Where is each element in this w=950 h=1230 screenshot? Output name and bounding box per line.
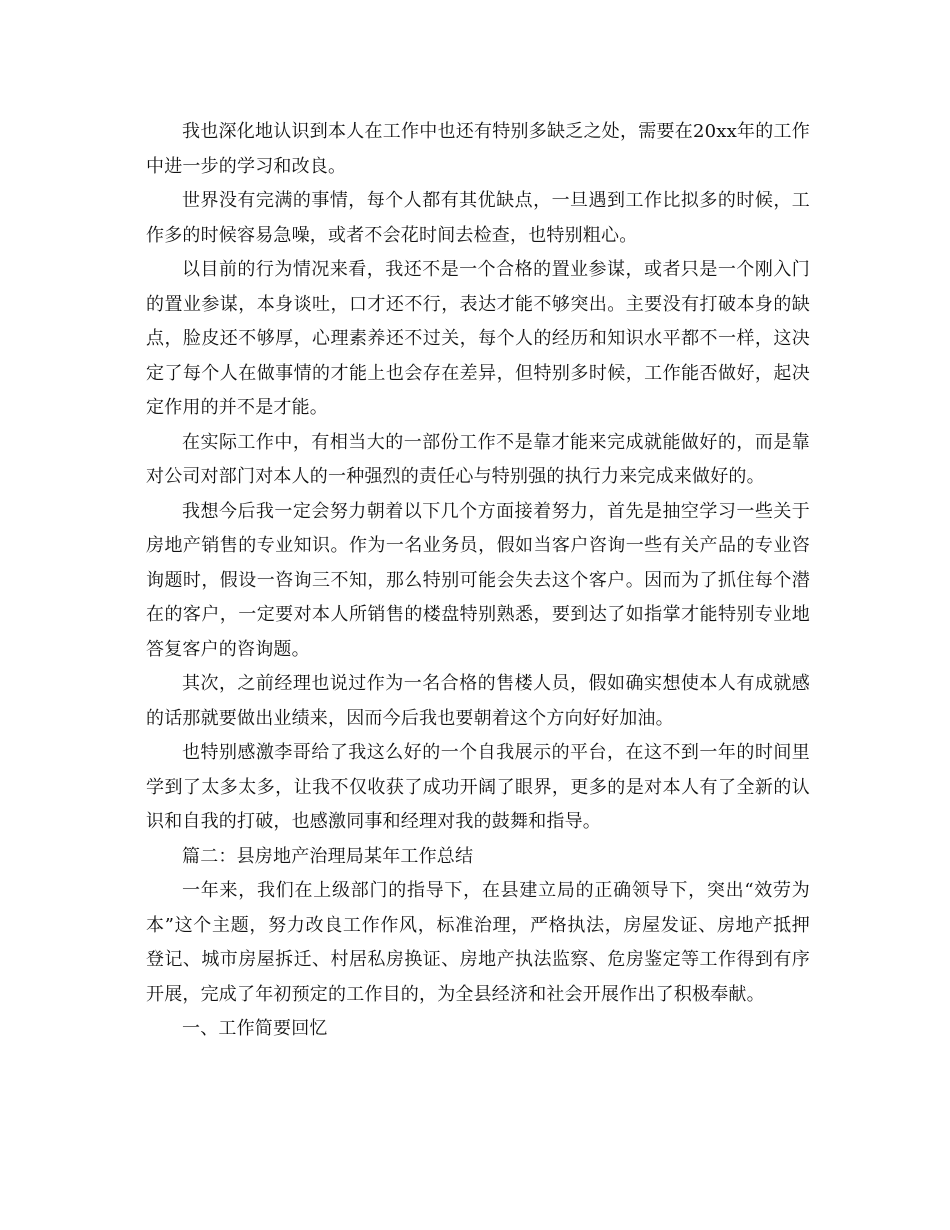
paragraph-imperfection: 世界没有完满的事情，每个人都有其优缺点，一旦遇到工作比拟多的时候，工作多的时候容易急噪，或者不会花时间去检查，也特别粗心。 [146, 190, 810, 246]
paragraph-current-situation: 以目前的行为情况来看，我还不是一个合格的置业参谋，或者只是一个刚入门的置业参谋，本身谈吐，口才还不行，表达才能不够突出。主要没有打破本身的缺点，脸皮还不够厚，心理素养还不过关，每个人的经历和知识水平都不一样，这决定了每个人在做事情的才能上也会存在差异，但特别多时候，工作能否做好，起决定作用的并不是才能。 [146, 259, 810, 418]
paragraph-future-plan: 我想今后我一定会努力朝着以下几个方面接着努力，首先是抽空学习一些关于房地产销售的专业知识。作为一名业务员，假如当客户咨询一些有关产品的专业咨询题时，假设一咨询三不知，那么特别可能会失去这个客户。因而为了抓住每个潜在的客户，一定要对本人所销售的楼盘特别熟悉，要到达了如指掌才能特别专业地答复客户的咨询题。 [146, 500, 810, 660]
section-heading-review: 一、工作简要回忆 [182, 1018, 328, 1039]
paragraph-performance: 其次，之前经理也说过作为一名合格的售楼人员，假如确实想使本人有成就感的话那就要做出业绩来，因而今后我也要朝着这个方向好好加油。 [146, 673, 810, 729]
paragraph-shortcomings: 我也深化地认识到本人在工作中也还有特别多缺乏之处，需要在20xx年的工作中进一步的学习和改良。 [146, 121, 810, 177]
paragraph-responsibility: 在实际工作中，有相当大的一部份工作不是靠才能来完成就能做好的，而是靠对公司对部门对本人的一种强烈的责任心与特别强的执行力来完成来做好的。 [146, 431, 810, 487]
paragraph-annual-summary: 一年来，我们在上级部门的指导下，在县建立局的正确领导下，突出“效劳为本”这个主题，努力改良工作作风，标准治理，严格执法，房屋发证、房地产抵押登记、城市房屋拆迁、村居私房换证、房地产执法监察、危房鉴定等工作得到有序开展，完成了年初预定的工作目的，为全县经济和社会开展作出了积极奉献。 [146, 880, 810, 1005]
section-heading-part-two: 篇二：县房地产治理局某年工作总结 [182, 845, 474, 867]
paragraph-gratitude: 也特别感激李哥给了我这么好的一个自我展示的平台，在这不到一年的时间里学到了太多太多，让我不仅收获了成功开阔了眼界，更多的是对本人有了全新的认识和自我的打破，也感激同事和经理对我的鼓舞和指导。 [146, 742, 810, 832]
